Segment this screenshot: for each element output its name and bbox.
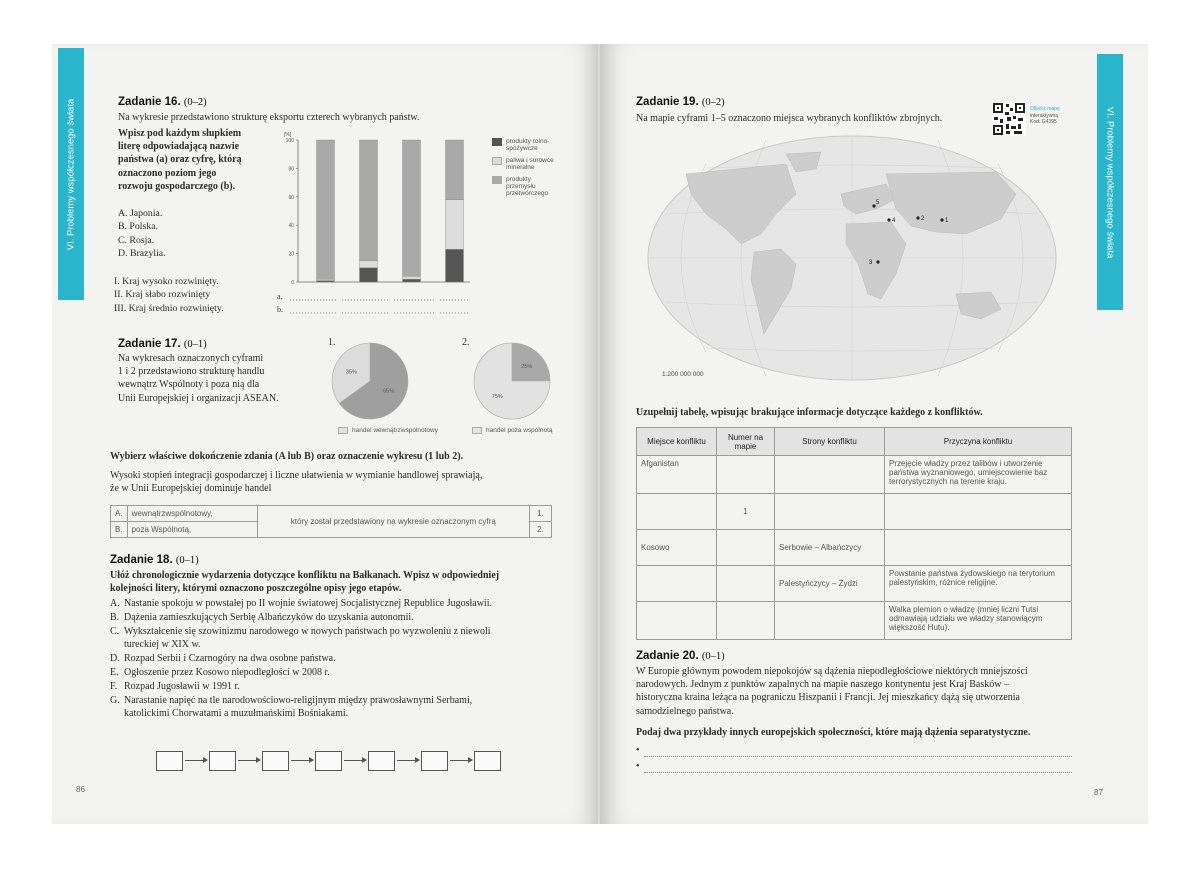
legend-item: paliwa i surowce mineralne bbox=[492, 157, 562, 171]
section-tab-left: VI. Problemy współczesnego świata bbox=[58, 48, 84, 300]
conflict-marker bbox=[940, 218, 943, 221]
bar-segment bbox=[317, 140, 335, 279]
legend-swatch bbox=[492, 157, 502, 165]
bar-segment bbox=[403, 140, 421, 276]
arrow-right-icon bbox=[397, 760, 419, 761]
column-header: Numer na mapie bbox=[717, 428, 775, 456]
pie2-legend: handel poza wspólnotą bbox=[472, 427, 553, 434]
task17-title: Zadanie 17. (0–1) bbox=[118, 338, 207, 350]
table-cell[interactable] bbox=[775, 602, 885, 640]
option-letter[interactable]: B. bbox=[111, 522, 128, 538]
task20-answer-lines bbox=[636, 741, 1072, 773]
arrow-right-icon bbox=[185, 760, 207, 761]
column-header: Strony konfliktu bbox=[775, 428, 885, 456]
task18-instruction: Ułóż chronologicznie wydarzenia dotyczące konfliktu na Bałkanach. Wpisz w odpowiedniej kolejności litery, którymi oznaczono poszczególne opisy jego etapów. bbox=[110, 570, 500, 595]
bar-segment bbox=[446, 140, 464, 200]
chart-bars bbox=[317, 140, 464, 282]
bar-segment bbox=[317, 279, 335, 280]
legend-swatch bbox=[338, 427, 348, 434]
level-option: I. Kraj wysoko rozwinięty. bbox=[114, 276, 219, 287]
table-cell[interactable] bbox=[717, 566, 775, 602]
task17-answer-table bbox=[110, 505, 552, 538]
level-option: II. Kraj słabo rozwinięty bbox=[114, 289, 211, 301]
table-cell[interactable] bbox=[717, 530, 775, 566]
table-cell[interactable] bbox=[775, 456, 885, 494]
marker-label: 3 bbox=[869, 260, 873, 266]
task19-intro: Na mapie cyframi 1–5 oznaczono miejsca wybranych konfliktów zbrojnych. bbox=[636, 113, 943, 124]
event-item: A. Nastanie spokoju w powstałej po II wojnie światowej Socjalistycznej Republice Jugosławii. bbox=[110, 598, 492, 609]
export-structure-chart bbox=[274, 130, 474, 320]
legend-swatch bbox=[472, 427, 482, 434]
table-cell[interactable] bbox=[717, 602, 775, 640]
pie1-title: 1. bbox=[328, 337, 336, 348]
task16-intro: Na wykresie przedstawiono strukturę eksportu czterech wybranych państw. bbox=[118, 112, 420, 123]
chart-number[interactable]: 2. bbox=[530, 522, 552, 538]
option-middle-text: który został przedstawiony na wykresie oznaczonym cyfrą bbox=[257, 506, 529, 538]
legend-item: produkty rolno-spożywcze bbox=[492, 138, 562, 152]
task20-instruction: Podaj dwa przykłady innych europejskich społeczności, które mają dążenia separatystyczne. bbox=[636, 727, 1031, 738]
pie1-legend: handel wewnątrzwspólnotowy bbox=[338, 427, 438, 434]
y-tick-label: 80 bbox=[288, 166, 294, 173]
table-row bbox=[637, 602, 1072, 640]
event-item: C. Wykształcenie się szowinizmu narodowego w nowych państwach po wyzwoleniu z niewoli bbox=[110, 625, 491, 637]
y-tick-label: 40 bbox=[288, 223, 294, 230]
country-option: C. Rosja. bbox=[118, 234, 155, 246]
column-header: Przyczyna konfliktu bbox=[885, 428, 1072, 456]
y-tick-label: 20 bbox=[288, 251, 294, 258]
sequence-box[interactable] bbox=[262, 751, 289, 771]
conflict-marker bbox=[887, 218, 890, 221]
bar-segment bbox=[446, 249, 464, 282]
task17-instruction: Wybierz właściwe dokończenie zdania (A lub B) oraz oznaczenie wykresu (1 lub 2). bbox=[110, 451, 464, 462]
conflict-marker bbox=[916, 216, 919, 219]
option-text[interactable]: poza Wspólnotą, bbox=[127, 522, 257, 538]
event-item-continued: katolickimi Chorwatami a muzułmańskimi Bośniakami. bbox=[124, 708, 349, 720]
pie-chart-2 bbox=[470, 340, 554, 422]
table-cell[interactable] bbox=[637, 566, 717, 602]
table-cell[interactable] bbox=[637, 494, 717, 530]
table-cell[interactable] bbox=[885, 530, 1072, 566]
marker-label: 2 bbox=[921, 216, 925, 222]
chart-number[interactable]: 1. bbox=[530, 506, 552, 522]
left-page bbox=[52, 44, 600, 824]
bar-segment bbox=[360, 140, 378, 261]
table-cell[interactable] bbox=[775, 494, 885, 530]
bar-chart-legend bbox=[492, 138, 562, 197]
qr-caption: Otwórz mapę interaktywną Kod: G4395 bbox=[1030, 106, 1060, 125]
table-row bbox=[637, 566, 1072, 602]
conflict-marker bbox=[876, 260, 879, 263]
legend-swatch bbox=[492, 176, 502, 184]
row-label-a: a. bbox=[277, 292, 283, 301]
sequence-box[interactable] bbox=[474, 751, 501, 771]
table-row bbox=[637, 530, 1072, 566]
arrow-right-icon bbox=[238, 760, 260, 761]
arrow-right-icon bbox=[344, 760, 366, 761]
world-map bbox=[646, 134, 1058, 382]
task17-sentence: Wysoki stopień integracji gospodarczej i liczne ułatwienia w wymianie handlowej sprawiają, że w Unii Europejskiej dominuje handel bbox=[110, 470, 483, 495]
table-cell[interactable]: 1 bbox=[717, 494, 775, 530]
y-tick-label: 100 bbox=[285, 138, 294, 144]
pie-slice-label: 25% bbox=[521, 364, 533, 371]
arrow-right-icon bbox=[291, 760, 313, 761]
marker-label: 1 bbox=[945, 218, 949, 224]
table-cell[interactable]: Kosowo bbox=[637, 530, 717, 566]
task18-items bbox=[110, 597, 580, 721]
event-item: F. Rozpad Jugosławii w 1991 r. bbox=[110, 680, 240, 692]
answer-lines bbox=[290, 300, 470, 313]
task19-table-instruction: Uzupełnij tabelę, wpisując brakujące informacje dotyczące każdego z konfliktów. bbox=[636, 407, 983, 418]
row-label-b: b. bbox=[277, 305, 283, 314]
bar-segment bbox=[317, 281, 335, 282]
bar-segment bbox=[360, 268, 378, 282]
answer-line[interactable]: • bbox=[636, 757, 1072, 773]
table-cell[interactable]: Palestyńczycy – Żydzi bbox=[775, 566, 885, 602]
marker-label: 4 bbox=[892, 218, 896, 224]
task16-country-list bbox=[118, 207, 166, 261]
page-number-right: 87 bbox=[1094, 788, 1103, 797]
bar-segment bbox=[403, 279, 421, 282]
pie-slice-label: 75% bbox=[491, 393, 503, 400]
sequence-box[interactable] bbox=[315, 751, 342, 771]
event-item-continued: tureckiej w XIX w. bbox=[124, 639, 201, 651]
bar-segment bbox=[446, 200, 464, 250]
arrow-right-icon bbox=[450, 760, 472, 761]
y-tick-label: 0 bbox=[291, 280, 294, 286]
country-option: D. Brazylia. bbox=[118, 248, 166, 260]
pie-chart-1 bbox=[330, 340, 410, 422]
table-row bbox=[637, 456, 1072, 494]
task20-text: W Europie głównym powodem niepokojów są dążenia niepodległościowe niektórych mniejszości narodowych. Jednym z punktów zapalnych na mapie naszego kontynentu jest Kraj Basków – historyczna kraina leżąca na pograniczu Hiszpanii i Francji. Jej mieszkańcy dążą się utworzenia samodzielnego państwa. bbox=[636, 666, 1028, 717]
event-item: G. Narastanie napięć na tle narodowościowo-religijnym między prawosławnymi Serbami, bbox=[110, 694, 473, 706]
sequence-box[interactable] bbox=[368, 751, 395, 771]
bar-segment bbox=[360, 261, 378, 268]
task18-title: Zadanie 18. (0–1) bbox=[110, 554, 199, 566]
task17-intro: Na wykresach oznaczonych cyframi 1 i 2 przedstawiono strukturę handlu wewnątrz Wspólnoty i poza nią dla Unii Europejskiej i organizacji ASEAN. bbox=[118, 353, 279, 404]
table-cell[interactable]: Serbowie – Albańczycy bbox=[775, 530, 885, 566]
task20-title: Zadanie 20. (0–1) bbox=[636, 650, 725, 662]
sequence-box[interactable] bbox=[421, 751, 448, 771]
event-item: E. Ogłoszenie przez Kosowo niepodległości w 2008 r. bbox=[110, 666, 330, 678]
option-text[interactable]: wewnątrzwspólnotowy, bbox=[127, 506, 257, 522]
task16-level-list bbox=[114, 275, 224, 315]
legend-swatch bbox=[492, 138, 502, 146]
answer-line[interactable]: • bbox=[636, 741, 1072, 757]
pie-slice-label: 35% bbox=[345, 369, 357, 376]
y-tick-label: 60 bbox=[288, 194, 294, 201]
sequence-answer-chain bbox=[156, 751, 516, 773]
table-cell[interactable] bbox=[717, 456, 775, 494]
open-workbook bbox=[52, 44, 1148, 824]
option-letter[interactable]: A. bbox=[111, 506, 128, 522]
legend-item: produkty przemysłu przetwórczego bbox=[492, 176, 562, 197]
table-cell[interactable]: Walka plemion o władzę (mniej liczni Tutsi odmawiają udziału we władzy stanowiącym większość Hutu). bbox=[885, 602, 1072, 640]
column-header: Miejsce konfliktu bbox=[637, 428, 717, 456]
task19-title: Zadanie 19. (0–2) bbox=[636, 96, 725, 108]
task16-instruction: Wpisz pod każdym słupkiem literę odpowiadającą nazwie państwa (a) oraz cyfrę, którą oznaczono poziom jego rozwoju gospodarczego (b). bbox=[118, 128, 242, 192]
table-cell[interactable] bbox=[637, 602, 717, 640]
table-row bbox=[637, 494, 1072, 530]
qr-code-icon[interactable] bbox=[992, 102, 1026, 136]
section-tab-right: VI. Problemy współczesnego świata bbox=[1097, 54, 1123, 310]
country-option: B. Polska. bbox=[118, 221, 159, 233]
map-scale: 1:200 000 000 bbox=[662, 371, 704, 378]
table-cell[interactable]: Przejęcie władzy przez talibów i utworzenie państwa wyznaniowego, umiejscowienie baz terrorystycznych na terenie kraju. bbox=[885, 456, 1072, 494]
right-page bbox=[600, 44, 1148, 824]
pie-slice-label: 65% bbox=[383, 388, 395, 395]
level-option: III. Kraj średnio rozwinięty. bbox=[114, 302, 224, 314]
table-cell[interactable] bbox=[885, 494, 1072, 530]
pie2-title: 2. bbox=[462, 337, 470, 348]
sequence-box[interactable] bbox=[209, 751, 236, 771]
page-number-left: 86 bbox=[76, 785, 85, 794]
conflict-table bbox=[636, 427, 1072, 640]
country-option: A. Japonia. bbox=[118, 208, 163, 219]
sequence-box[interactable] bbox=[156, 751, 183, 771]
y-axis-label: [%] bbox=[284, 132, 292, 138]
table-cell[interactable]: Afganistan bbox=[637, 456, 717, 494]
event-item: D. Rozpad Serbii i Czarnogóry na dwa osobne państwa. bbox=[110, 653, 336, 665]
marker-label: 5 bbox=[876, 200, 880, 206]
event-item: B. Dążenia zamieszkujących Serbię Albańczyków do uzyskania autonomii. bbox=[110, 611, 414, 623]
table-cell[interactable]: Powstanie państwa żydowskiego na terytorium palestyńskim, różnice religijne. bbox=[885, 566, 1072, 602]
pie-slice bbox=[512, 343, 550, 381]
task16-title: Zadanie 16. (0–2) bbox=[118, 96, 207, 108]
bar-segment bbox=[403, 276, 421, 279]
